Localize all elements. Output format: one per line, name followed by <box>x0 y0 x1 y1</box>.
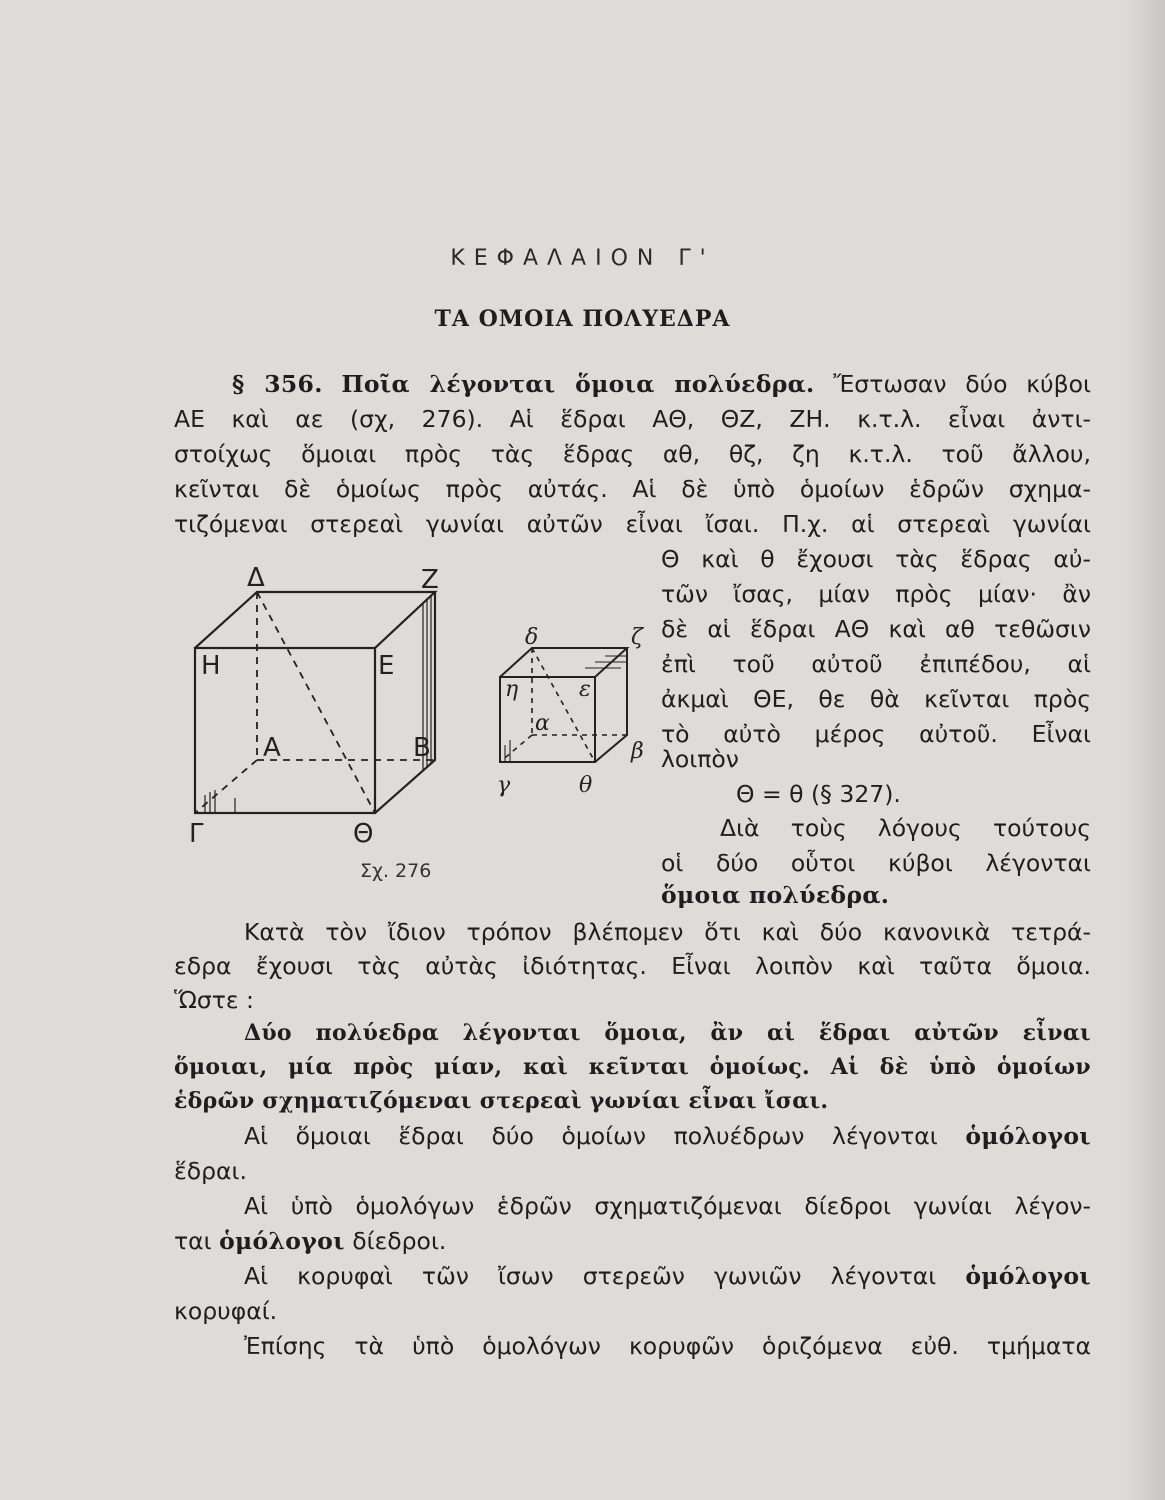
large-cube-labels <box>189 563 439 849</box>
label-theta: Θ <box>353 819 374 849</box>
side-line: Θ καὶ θ ἔχουσι τὰς ἕδρας αὐ- <box>661 545 1091 573</box>
paragraph-line <box>174 368 1091 400</box>
cubes-figure <box>185 560 645 870</box>
side-line-bold: ὅμοια πολύεδρα. <box>661 881 890 909</box>
label-delta: Δ <box>247 563 265 593</box>
large-cube <box>195 592 435 813</box>
text-span: ται <box>174 1227 212 1255</box>
small-cube-right-face <box>595 648 627 762</box>
label-small-gamma: γ <box>497 773 511 798</box>
paragraph-line: ἕδραι. <box>174 1157 247 1185</box>
label-zeta: Ζ <box>421 565 439 595</box>
definition-line: ἑδρῶν σχηματιζόμεναι στερεαὶ γωνίαι εἶναι ἴσαι. <box>174 1088 829 1114</box>
term-homologous: ὁμόλογοι <box>965 1122 1091 1150</box>
paragraph-line: ΑΕ καὶ αε (σχ, 276). Αἱ ἕδραι ΑΘ, ΘΖ, ΖΗ. κ.τ.λ. εἶναι ἀντι- <box>174 405 1091 433</box>
paragraph-line: εδρα ἔχουσι τὰς αὐτὰς ἰδιότητας. Εἶναι λοιπὸν καὶ ταῦτα ὅμοια. <box>174 952 1091 980</box>
definition-line: ὅμοιαι, μία πρὸς μίαν, καὶ κεῖνται ὁμοίως. Αἱ δὲ ὑπὸ ὁμοίων <box>174 1054 1091 1080</box>
term-homologous: ὁμόλογοι <box>219 1227 345 1255</box>
small-cube-diagonal <box>532 648 595 762</box>
section-question: Ποῖα λέγονται ὅμοια πολύεδρα. <box>341 370 815 398</box>
paragraph-line: Αἱ ὑπὸ ὁμολόγων ἑδρῶν σχηματιζόμεναι δίεδροι γωνίαι λέγον- <box>244 1192 1091 1220</box>
label-small-zeta: ζ <box>631 625 643 650</box>
paragraph-line <box>244 1120 1091 1152</box>
figure-caption: Σχ. 276 <box>360 860 432 882</box>
paragraph-line <box>244 1260 1091 1292</box>
label-epsilon: Ε <box>378 651 395 681</box>
large-cube-diagonal <box>257 592 375 813</box>
definition-line: Δύο πολύεδρα λέγονται ὅμοια, ἂν αἱ ἕδραι αὐτῶν εἶναι <box>244 1020 1091 1046</box>
label-gamma: Γ <box>189 819 204 849</box>
label-beta: Β <box>413 733 431 763</box>
paragraph-line: Ὥστε : <box>174 986 254 1014</box>
side-line: Διὰ τοὺς λόγους τούτους <box>720 814 1091 842</box>
small-cube <box>500 648 627 762</box>
large-cube-right-face <box>375 592 435 813</box>
text-span: Ἔστωσαν δύο κύβοι <box>833 370 1091 398</box>
side-line: δὲ αἱ ἕδραι ΑΘ καὶ αθ τεθῶσιν <box>661 615 1091 643</box>
side-line: οἱ δύο οὗτοι κύβοι λέγονται <box>661 849 1091 877</box>
label-eta: Η <box>201 651 221 681</box>
side-line: ἀκμαὶ ΘΕ, θε θὰ κεῖνται πρὸς <box>661 685 1091 713</box>
label-small-delta: δ <box>525 625 539 650</box>
side-line: λοιπὸν <box>661 745 739 773</box>
label-small-eta: η <box>505 677 519 702</box>
large-cube-hidden-edge <box>195 760 257 813</box>
label-small-epsilon: ε <box>579 677 591 702</box>
large-cube-top-face <box>195 592 435 648</box>
label-alpha: Α <box>263 733 281 763</box>
label-small-theta: θ <box>579 773 593 798</box>
paragraph-line <box>174 1225 446 1257</box>
label-small-alpha: α <box>535 711 550 736</box>
text-span: δίεδροι. <box>352 1227 447 1255</box>
side-line: τῶν ἴσας, μίαν πρὸς μίαν· ἂν <box>661 580 1091 608</box>
large-cube-front-face <box>195 648 375 813</box>
term-homologous: ὁμόλογοι <box>965 1262 1091 1290</box>
text-span: Αἱ ὅμοιαι ἕδραι δύο ὁμοίων πολυέδρων λέγονται <box>244 1122 938 1150</box>
paragraph-line: Κατὰ τὸν ἴδιον τρόπον βλέπομεν ὅτι καὶ δύο κανονικὰ τετρά- <box>244 918 1091 946</box>
paragraph-line: κορυφαί. <box>174 1297 278 1325</box>
paragraph-line: στοίχως ὅμοιαι πρὸς τὰς ἕδρας αθ, θζ, ζη κ.τ.λ. τοῦ ἄλλου, <box>174 440 1091 468</box>
paragraph-line: Ἐπίσης τὰ ὑπὸ ὁμολόγων κορυφῶν ὁριζόμενα εὐθ. τμήματα <box>244 1332 1091 1360</box>
chapter-heading: ΚΕΦΑΛΑΙΟΝ Γ' <box>450 246 715 271</box>
formula-line: Θ = θ (§ 327). <box>736 780 901 808</box>
section-title: ΤΑ ΟΜΟΙΑ ΠΟΛΥΕΔΡΑ <box>434 306 731 332</box>
label-small-beta: β <box>631 739 644 764</box>
paragraph-line: κεῖνται δὲ ὁμοίως πρὸς αὐτάς. Αἱ δὲ ὑπὸ ὁμοίων ἑδρῶν σχημα- <box>174 475 1091 503</box>
side-line: ἐπὶ τοῦ αὐτοῦ ἐπιπέδου, αἱ <box>661 650 1091 678</box>
page-spine-shadow <box>1125 0 1165 1500</box>
text-span: Αἱ κορυφαὶ τῶν ἴσων στερεῶν γωνιῶν λέγονται <box>244 1262 937 1290</box>
paragraph-line: τιζόμεναι στερεαὶ γωνίαι αὐτῶν εἶναι ἴσαι. Π.χ. αἱ στερεαὶ γωνίαι <box>174 510 1091 538</box>
side-line: τὸ αὐτὸ μέρος αὐτοῦ. Εἶναι <box>661 720 1091 748</box>
section-number: § 356. <box>232 370 323 398</box>
